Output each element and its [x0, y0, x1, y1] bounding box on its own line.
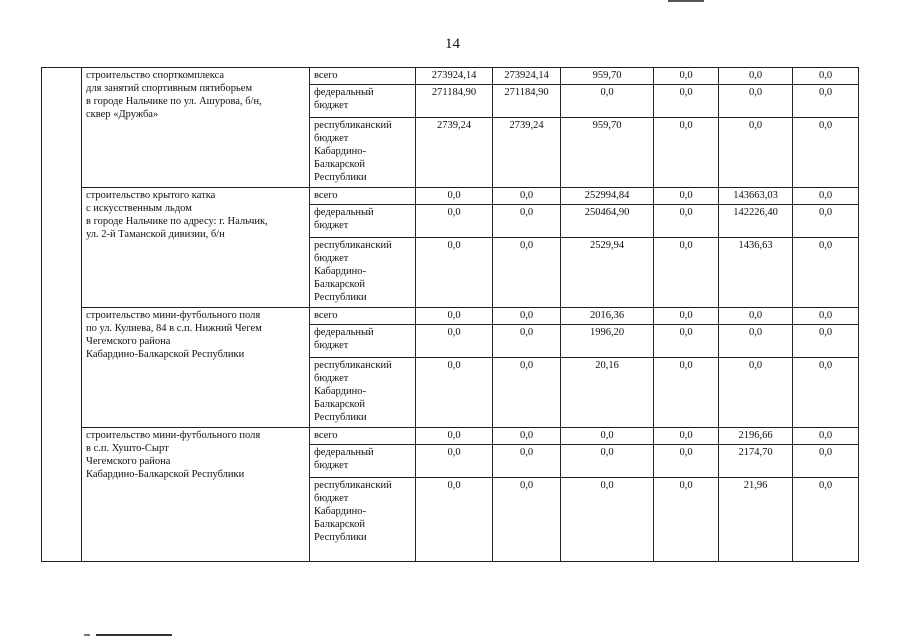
row-number-cell [42, 68, 82, 562]
value-cell: 0,0 [793, 188, 859, 205]
value-cell: 0,0 [654, 428, 719, 445]
value-cell: 0,0 [654, 188, 719, 205]
object-name-cell: строительство мини-футбольного поля в с.п. Хушто-Сырт Чегемского района Кабардино-Балкарской Республики [82, 428, 310, 562]
value-cell: 0,0 [416, 308, 493, 325]
table-row [42, 308, 859, 325]
funding-source-cell: всего [310, 188, 416, 205]
value-cell: 1996,20 [561, 325, 654, 358]
value-cell: 0,0 [654, 308, 719, 325]
value-cell: 0,0 [416, 445, 493, 478]
value-cell: 0,0 [416, 478, 493, 562]
value-cell: 0,0 [493, 325, 561, 358]
value-cell: 0,0 [561, 478, 654, 562]
funding-source-cell: республиканский бюджет Кабардино- Балкарской Республики [310, 358, 416, 428]
value-cell: 0,0 [416, 188, 493, 205]
value-cell: 0,0 [793, 325, 859, 358]
budget-table [41, 67, 859, 562]
value-cell: 0,0 [793, 358, 859, 428]
value-cell: 20,16 [561, 358, 654, 428]
table-row [42, 68, 859, 85]
value-cell: 0,0 [493, 238, 561, 308]
funding-source-cell: федеральный бюджет [310, 325, 416, 358]
value-cell: 271184,90 [493, 85, 561, 118]
value-cell: 0,0 [493, 205, 561, 238]
value-cell: 271184,90 [416, 85, 493, 118]
value-cell: 0,0 [493, 445, 561, 478]
footer-tick-mark [84, 634, 90, 636]
header-rule-mark [668, 0, 704, 2]
value-cell: 0,0 [493, 358, 561, 428]
value-cell: 0,0 [719, 118, 793, 188]
table-row [42, 188, 859, 205]
value-cell: 0,0 [416, 325, 493, 358]
object-name-cell: строительство крытого катка с искусственным льдом в городе Нальчике по адресу: г. Нальчик, ул. 2-й Таманской дивизии, б/н [82, 188, 310, 308]
value-cell: 0,0 [654, 478, 719, 562]
value-cell: 0,0 [416, 428, 493, 445]
footer-rule-mark [96, 634, 172, 636]
value-cell: 2739,24 [416, 118, 493, 188]
funding-source-cell: всего [310, 428, 416, 445]
value-cell: 959,70 [561, 118, 654, 188]
funding-source-cell: федеральный бюджет [310, 85, 416, 118]
value-cell: 2016,36 [561, 308, 654, 325]
value-cell: 2196,66 [719, 428, 793, 445]
value-cell: 0,0 [654, 85, 719, 118]
value-cell: 0,0 [561, 428, 654, 445]
funding-source-cell: всего [310, 308, 416, 325]
value-cell: 142226,40 [719, 205, 793, 238]
value-cell: 2174,70 [719, 445, 793, 478]
value-cell: 0,0 [793, 85, 859, 118]
value-cell: 252994,84 [561, 188, 654, 205]
value-cell: 0,0 [719, 358, 793, 428]
value-cell: 0,0 [793, 68, 859, 85]
value-cell: 273924,14 [416, 68, 493, 85]
value-cell: 0,0 [654, 238, 719, 308]
value-cell: 143663,03 [719, 188, 793, 205]
value-cell: 0,0 [719, 68, 793, 85]
funding-source-cell: федеральный бюджет [310, 445, 416, 478]
funding-source-cell: республиканский бюджет Кабардино- Балкарской Республики [310, 118, 416, 188]
value-cell: 0,0 [493, 308, 561, 325]
value-cell: 959,70 [561, 68, 654, 85]
value-cell: 21,96 [719, 478, 793, 562]
value-cell: 0,0 [493, 478, 561, 562]
value-cell: 0,0 [719, 85, 793, 118]
value-cell: 273924,14 [493, 68, 561, 85]
object-name-cell: строительство спорткомплекса для занятий спортивным пятиборьем в городе Нальчике по ул. Ашурова, б/н, сквер «Дружба» [82, 68, 310, 188]
budget-table-body [42, 68, 859, 562]
value-cell: 0,0 [793, 445, 859, 478]
value-cell: 0,0 [416, 238, 493, 308]
table-row [42, 428, 859, 445]
value-cell: 2529,94 [561, 238, 654, 308]
funding-source-cell: республиканский бюджет Кабардино- Балкарской Республики [310, 238, 416, 308]
value-cell: 0,0 [793, 205, 859, 238]
value-cell: 0,0 [561, 85, 654, 118]
funding-source-cell: федеральный бюджет [310, 205, 416, 238]
value-cell: 0,0 [793, 238, 859, 308]
value-cell: 0,0 [719, 308, 793, 325]
value-cell: 0,0 [416, 358, 493, 428]
value-cell: 250464,90 [561, 205, 654, 238]
value-cell: 0,0 [654, 205, 719, 238]
value-cell: 0,0 [493, 428, 561, 445]
value-cell: 0,0 [654, 118, 719, 188]
value-cell: 0,0 [719, 325, 793, 358]
value-cell: 0,0 [654, 358, 719, 428]
value-cell: 0,0 [793, 118, 859, 188]
funding-source-cell: республиканский бюджет Кабардино- Балкарской Республики [310, 478, 416, 562]
object-name-cell: строительство мини-футбольного поля по ул. Кулиева, 84 в с.п. Нижний Чегем Чегемского района Кабардино-Балкарской Республики [82, 308, 310, 428]
value-cell: 0,0 [654, 68, 719, 85]
value-cell: 0,0 [793, 428, 859, 445]
funding-source-cell: всего [310, 68, 416, 85]
value-cell: 0,0 [793, 478, 859, 562]
value-cell: 0,0 [493, 188, 561, 205]
value-cell: 0,0 [793, 308, 859, 325]
value-cell: 0,0 [416, 205, 493, 238]
page-number: 14 [445, 36, 460, 52]
value-cell: 2739,24 [493, 118, 561, 188]
value-cell: 1436,63 [719, 238, 793, 308]
value-cell: 0,0 [654, 325, 719, 358]
value-cell: 0,0 [561, 445, 654, 478]
value-cell: 0,0 [654, 445, 719, 478]
